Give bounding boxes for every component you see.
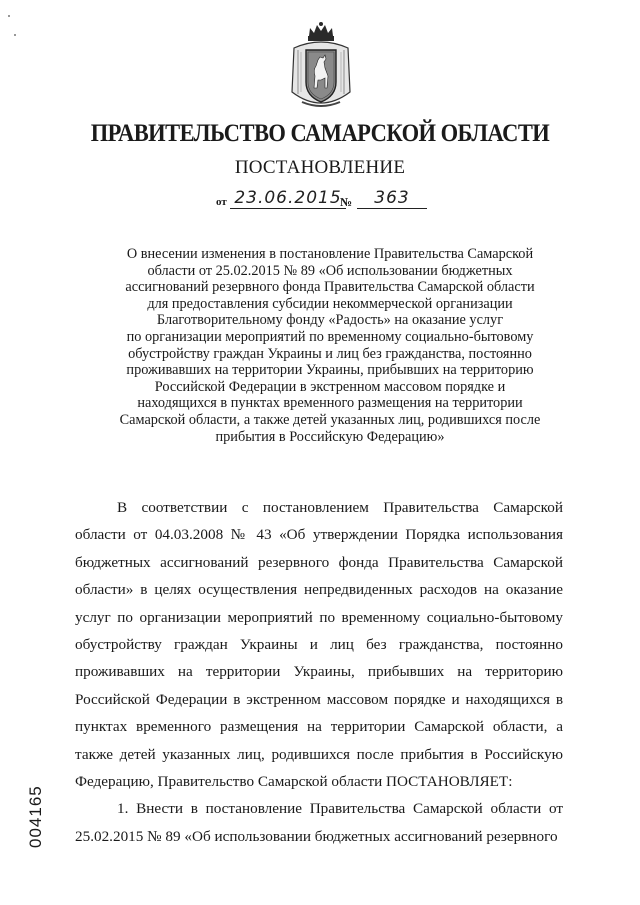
subject-line: области от 25.02.2015 № 89 «Об использовании бюджетных: [147, 262, 513, 279]
document-subject: [110, 246, 550, 445]
margin-serial-number: 004165: [26, 785, 45, 848]
body-paragraph: 1. Внести в постановление Правительства Самарской области от 25.02.2015 № 89 «Об использовании бюджетных ассигнований резервного: [75, 800, 563, 845]
subject-line: обустройству граждан Украины и лиц без гражданства, постоянно: [128, 345, 532, 362]
subject-line: прибытия в Российскую Федерацию»: [215, 428, 445, 445]
subject-line: для предоставления субсидии некоммерческой организации: [147, 295, 513, 312]
document-date: 23.06.2015: [230, 188, 346, 209]
document-body: [75, 494, 563, 850]
subject-line: по организации мероприятий по временному социально-бытовому: [126, 328, 534, 345]
subject-line: Российской Федерации в экстренном массовом порядке и: [154, 378, 506, 395]
subject-line: проживавших на территории Украины, прибывших на территорию: [126, 362, 534, 379]
subject-line: находящихся в пунктах временного размещения на территории: [137, 395, 523, 412]
date-prefix: от: [216, 196, 227, 208]
number-prefix: №: [340, 195, 353, 209]
subject-line: Самарской области, а также детей указанных лиц, родившихся после: [119, 411, 541, 428]
date-number-line: [216, 190, 446, 214]
body-paragraph: В соответствии с постановлением Правительства Самарской области от 04.03.2008 № 43 «Об утверждении Порядка использования бюджетных ассигнований резервного фонда Правительства Самарской области» в целях осуществления непредвиденных расходов на оказание услуг по организации мероприятий по временному социально-бытовому обустройству граждан Украины и лиц без гражданства, постоянно проживавших на территории Украины, прибывших на территорию Российской Федерации в экстренном массовом порядке и находящихся в пунктах временного размещения на территории Самарской области, а также детей указанных лиц, родившихся после прибытия в Российскую Федерацию, Правительство Самарской области ПОСТАНОВЛЯЕТ:: [75, 499, 563, 791]
document-type: ПОСТАНОВЛЕНИЕ: [234, 157, 406, 178]
scan-speck: [14, 34, 16, 36]
subject-line: ассигнований резервного фонда Правительства Самарской области: [125, 279, 535, 296]
government-title: ПРАВИТЕЛЬСТВО САМАРСКОЙ ОБЛАСТИ: [90, 120, 550, 147]
subject-line: О внесении изменения в постановление Правительства Самарской: [126, 246, 534, 262]
coat-of-arms-icon: [288, 22, 354, 114]
scan-speck: [8, 15, 10, 17]
subject-line: Благотворительному фонду «Радость» на оказание услуг: [156, 312, 504, 329]
document-number: 363: [357, 188, 427, 209]
